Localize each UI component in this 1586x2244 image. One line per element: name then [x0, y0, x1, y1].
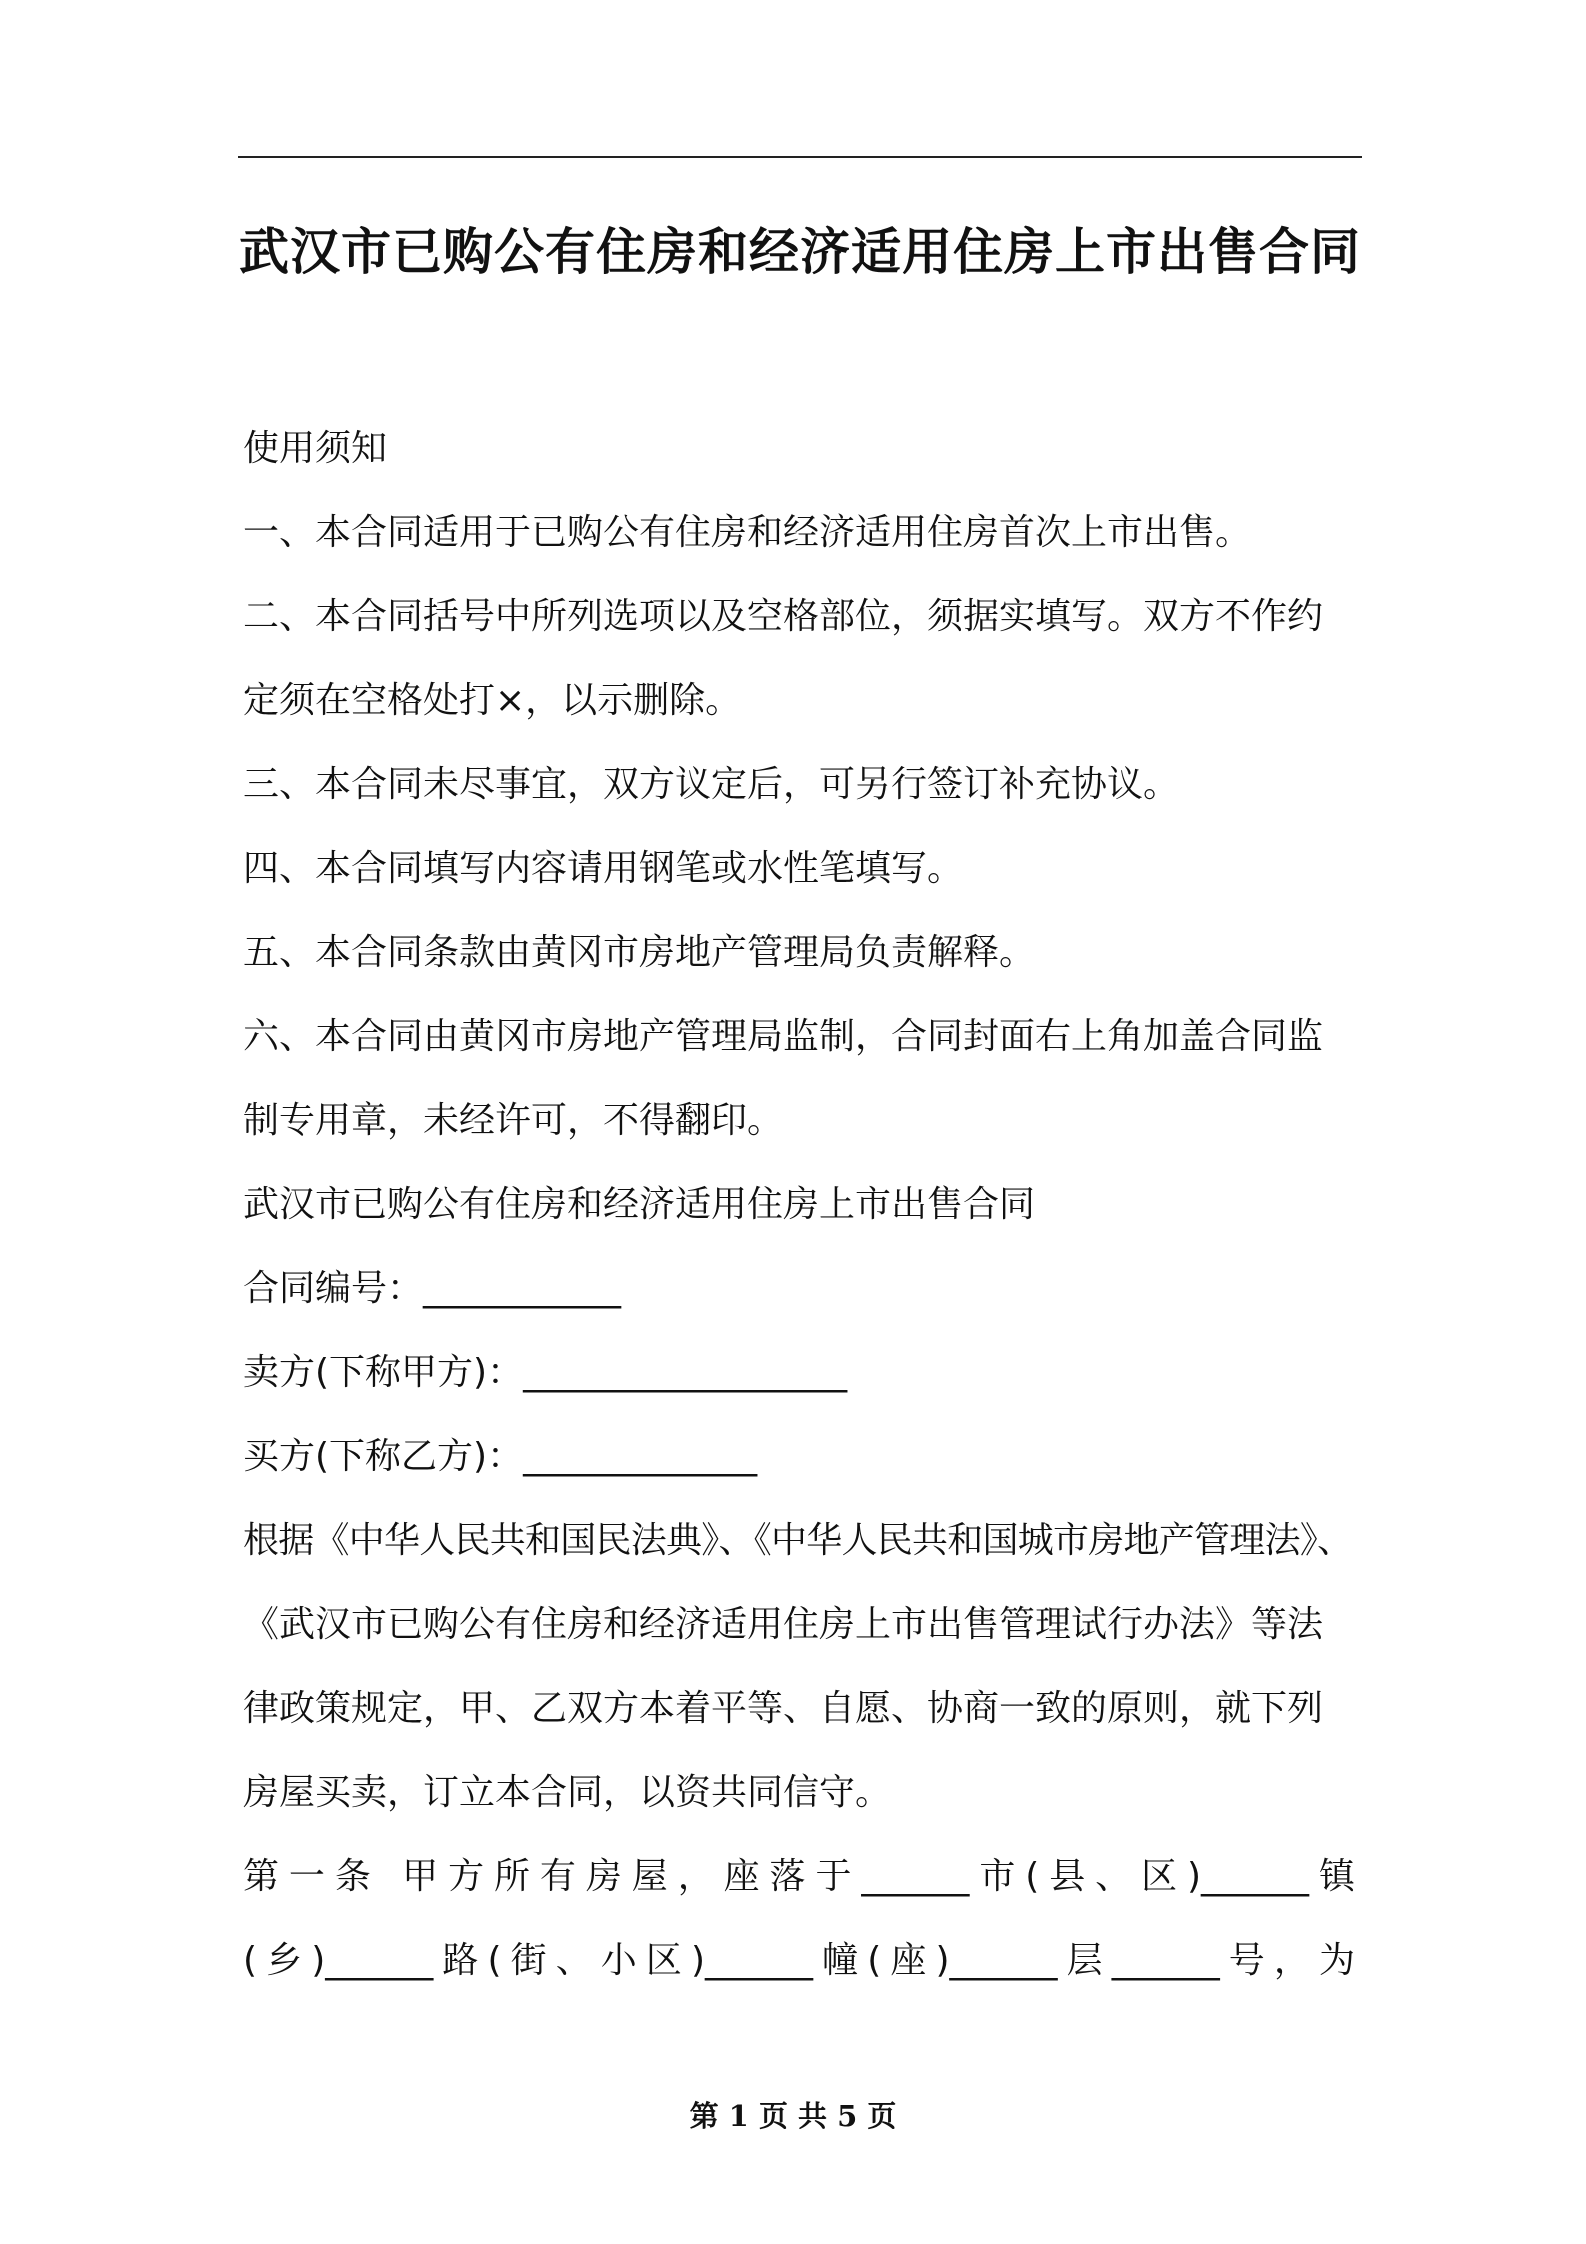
contract-number-field: 合同编号：___________ [243, 1268, 622, 1309]
article-1-line-1: 第一条 甲方所有房屋，座落于______市(县、区)______镇 [243, 1856, 1355, 1897]
notice-item-3: 三、本合同未尽事宜，双方议定后，可另行签订补充协议。 [243, 764, 1180, 805]
notice-item-4: 四、本合同填写内容请用钢笔或水性笔填写。 [243, 848, 964, 889]
preamble-line-2: 《武汉市已购公有住房和经济适用住房上市出售管理试行办法》等法 [243, 1604, 1324, 1645]
notice-heading: 使用须知 [243, 428, 388, 469]
header-rule [238, 156, 1362, 158]
notice-item-5: 五、本合同条款由黄冈市房地产管理局负责解释。 [243, 932, 1036, 973]
document-body [243, 407, 1355, 2003]
notice-item-1: 一、本合同适用于已购公有住房和经济适用住房首次上市出售。 [243, 512, 1252, 553]
preamble-line-3: 律政策规定，甲、乙双方本着平等、自愿、协商一致的原则，就下列 [243, 1688, 1324, 1729]
notice-item-6-line-2: 制专用章，未经许可，不得翻印。 [243, 1100, 784, 1141]
notice-item-2-line-2: 定须在空格处打×，以示删除。 [243, 680, 742, 721]
notice-item-6-line-1: 六、本合同由黄冈市房地产管理局监制，合同封面右上角加盖合同监 [243, 1016, 1324, 1057]
page-footer: 第 1 页 共 5 页 [689, 2099, 897, 2133]
notice-item-2-line-1: 二、本合同括号中所列选项以及空格部位，须据实填写。双方不作约 [243, 596, 1324, 637]
seller-field: 卖方(下称甲方)：__________________ [243, 1352, 848, 1393]
article-1-line-2: (乡)______路(街、小区)______幢(座)______层______号，为 [243, 1940, 1355, 1981]
preamble-line-1: 根据《中华人民共和国民法典》、《中华人民共和国城市房地产管理法》、 [243, 1520, 1353, 1561]
preamble-line-4: 房屋买卖，订立本合同，以资共同信守。 [243, 1772, 892, 1813]
buyer-field: 买方(下称乙方)：_____________ [243, 1436, 758, 1477]
document-title: 武汉市已购公有住房和经济适用住房上市出售合同 [239, 223, 1361, 281]
contract-title-line: 武汉市已购公有住房和经济适用住房上市出售合同 [243, 1184, 1036, 1225]
